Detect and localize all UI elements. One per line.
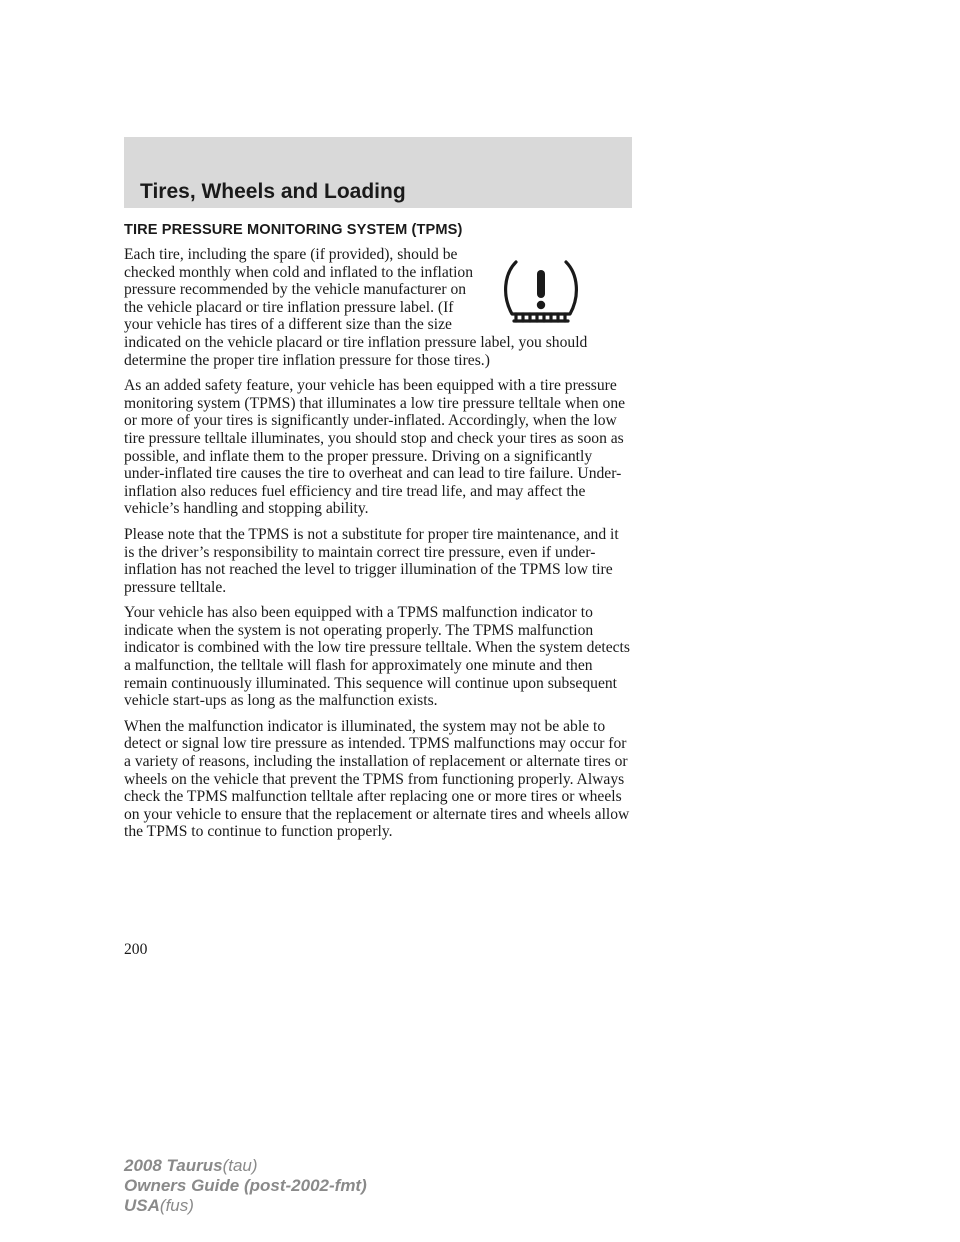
- section-title: Tires, Wheels and Loading: [140, 180, 406, 203]
- page-number: 200: [124, 941, 148, 958]
- paragraph: Your vehicle has also been equipped with a TPMS malfunction indicator to indicate when the system is not operating properly. The TPMS malfunction indicator is combined with the low tire pressure telltale. When the system detects a malfunction, the telltale will flash for approximately one minute and then remain continuously illuminated. This sequence will continue upon subsequent vehicle start-ups as long as the malfunction exists.: [124, 604, 630, 710]
- footer-model-code: (tau): [222, 1156, 258, 1175]
- footer-guide: Owners Guide (post-2002-fmt): [124, 1176, 367, 1195]
- article-heading: TIRE PRESSURE MONITORING SYSTEM (TPMS): [124, 222, 463, 238]
- footer-model: 2008 Taurus: [124, 1156, 223, 1175]
- footer-region-code: (fus): [159, 1196, 194, 1215]
- low-tire-pressure-warning-icon: [494, 254, 588, 328]
- footer-region: USA: [124, 1196, 160, 1215]
- article: [124, 222, 632, 849]
- paragraph: Please note that the TPMS is not a substitute for proper tire maintenance, and it is the driver’s responsibility to maintain correct tire pressure, even if under-inflation has not reached the level to trigger illumination of the TPMS low tire pressure telltale.: [124, 525, 619, 596]
- paragraph: As an added safety feature, your vehicle has been equipped with a tire pressure monitoring system (TPMS) that illuminates a low tire pressure telltale when one or more of your tires is significantly under-inflated. Accordingly, when the low tire pressure telltale illuminates, you should stop and check your tires as soon as possible, and inflate them to the proper pressure. Driving on a significantly under-inflated tire causes the tire to overheat and can lead to tire failure. Under-inflation also reduces fuel efficiency and tire tread life, and may affect the vehicle’s handling and stopping ability.: [124, 377, 626, 518]
- document-footer: [124, 1156, 367, 1216]
- paragraph: When the malfunction indicator is illuminated, the system may not be able to detect or signal low tire pressure as intended. TPMS malfunctions may occur for a variety of reasons, including the installation of replacement or alternate tires or wheels on the vehicle that prevent the TPMS from functioning properly. Always check the TPMS malfunction telltale after replacing one or more tires or wheels on your vehicle to ensure that the replacement or alternate tires and wheels allow the TPMS to continue to function properly.: [124, 717, 630, 841]
- paragraph: Each tire, including the spare (if provided), should be checked monthly when cold and inflated to the inflation pressure recommended by the vehicle manufacturer on the vehicle placard or tire inflation pressure label. (If your vehicle has tires of a different size than the size indicated on the vehicle placard or tire inflation pressure label, you should determine the proper tire inflation pressure for those tires.): [124, 246, 588, 369]
